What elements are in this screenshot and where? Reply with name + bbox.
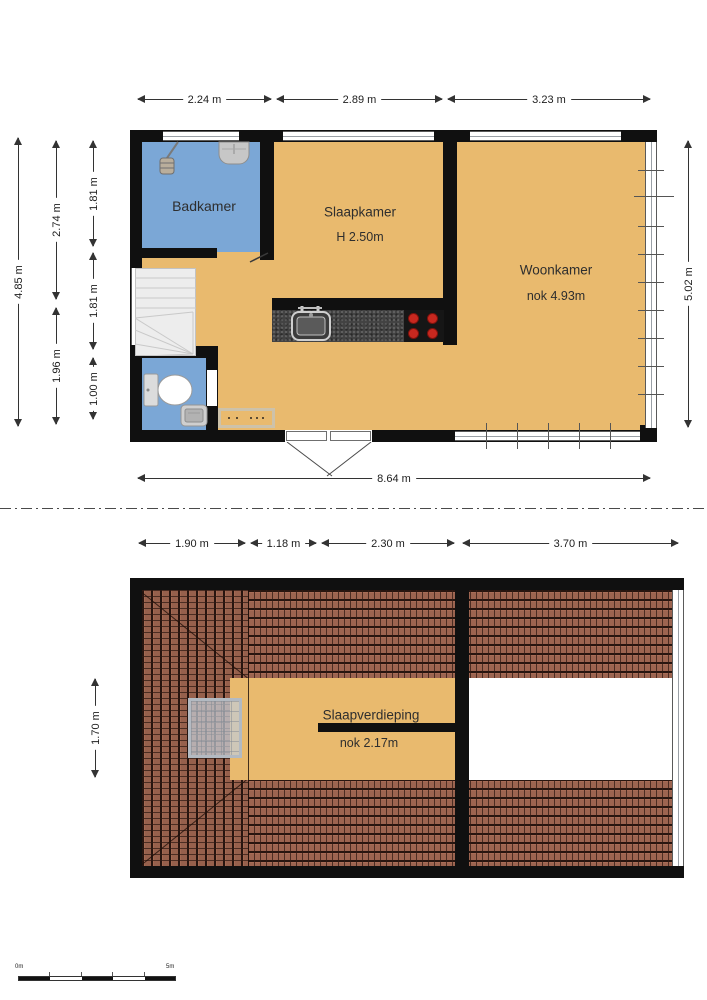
window-top-woonkamer xyxy=(470,131,621,141)
dim-label: 3.70 m xyxy=(549,538,593,550)
slaapverdieping-ridge-label: nok 2.17m xyxy=(339,736,399,750)
scale-bar-track xyxy=(18,976,176,981)
mullion-tick xyxy=(579,423,580,449)
arrow-down-icon xyxy=(89,239,97,247)
scale-tick xyxy=(81,972,82,976)
door-swing-terrace xyxy=(283,442,375,480)
arrow-down-icon xyxy=(52,292,60,300)
arrow-right-icon xyxy=(643,474,651,482)
staircase xyxy=(135,268,196,356)
mullion-tick xyxy=(638,310,664,311)
door-leaf-left xyxy=(286,431,327,441)
shower-icon xyxy=(156,138,184,180)
mullion-tick xyxy=(638,366,664,367)
dim-floor1-left-inner-2 xyxy=(86,252,100,350)
arrow-up-icon xyxy=(89,357,97,365)
arrow-up-icon xyxy=(89,252,97,260)
dim-floor1-top-2 xyxy=(276,92,443,106)
woonkamer-ridge-label: nok 4.93m xyxy=(526,289,586,303)
arrow-left-icon xyxy=(137,474,145,482)
window-right-woonkamer xyxy=(645,142,657,428)
dim-label: 1.90 m xyxy=(170,538,214,550)
mullion-tick xyxy=(548,423,549,449)
arrow-right-icon xyxy=(238,539,246,547)
dim-label: 1.81 m xyxy=(88,172,100,216)
mullion-tick xyxy=(638,254,664,255)
burner-icon xyxy=(408,328,419,339)
arrow-right-icon xyxy=(447,539,455,547)
corner-sink-icon xyxy=(180,404,208,427)
mullion-tick xyxy=(638,226,664,227)
dim-floor1-top-3 xyxy=(447,92,651,106)
arrow-up-icon xyxy=(91,678,99,686)
scale-tick xyxy=(112,972,113,976)
arrow-down-icon xyxy=(91,770,99,778)
floor-separator-line xyxy=(0,507,707,509)
arrow-left-icon xyxy=(138,539,146,547)
burner-icon xyxy=(427,313,438,324)
cabinet-knob xyxy=(236,417,238,419)
dim-floor1-right xyxy=(681,140,695,428)
mullion-tick xyxy=(638,282,664,283)
arrow-up-icon xyxy=(89,140,97,148)
arrow-up-icon xyxy=(14,137,22,145)
wall-slaapkamer-woonkamer xyxy=(443,142,457,345)
scale-segment xyxy=(145,977,175,980)
scale-segment xyxy=(82,977,113,980)
arrow-down-icon xyxy=(89,342,97,350)
slaapkamer-height-label: H 2.50m xyxy=(336,230,384,244)
door-swing-slaapkamer xyxy=(248,250,270,264)
dim-floor2-top-4 xyxy=(462,536,679,550)
dim-floor2-left xyxy=(88,678,102,778)
dim-label: 1.18 m xyxy=(262,538,306,550)
cabinet-knob xyxy=(262,417,264,419)
mullion-tick xyxy=(610,423,611,449)
skylight-window xyxy=(188,698,242,758)
arrow-up-icon xyxy=(52,140,60,148)
roof-section-line xyxy=(248,590,249,866)
dim-floor2-top-1 xyxy=(138,536,246,550)
badkamer-label: Badkamer xyxy=(172,198,236,214)
dim-floor1-bottom xyxy=(137,471,651,485)
woonkamer-label: Woonkamer xyxy=(519,262,593,278)
sink-icon xyxy=(217,140,251,166)
kitchen-sink-icon xyxy=(288,304,334,342)
door-opening-toilet xyxy=(207,370,217,406)
scale-start-label: 0m xyxy=(15,964,24,970)
stove xyxy=(404,310,444,342)
scale-tick xyxy=(144,972,145,976)
dim-floor1-left-mid-1 xyxy=(49,140,63,300)
dim-label: 2.30 m xyxy=(366,538,410,550)
wall2-vertical xyxy=(455,578,469,878)
window2-right xyxy=(672,590,684,866)
arrow-right-icon xyxy=(264,95,272,103)
cabinet-knob xyxy=(250,417,252,419)
mullion-tick xyxy=(517,423,518,449)
mullion-tick xyxy=(486,423,487,449)
burner-icon xyxy=(427,328,438,339)
scale-segment xyxy=(19,977,50,980)
scale-end-label: 5m xyxy=(166,964,175,970)
dim-label: 4.85 m xyxy=(13,260,25,304)
dim-floor1-left-mid-2 xyxy=(49,307,63,425)
dim-label: 5.02 m xyxy=(683,262,695,306)
wall-badkamer-right xyxy=(260,142,274,260)
scale-tick xyxy=(49,972,50,976)
arrow-right-icon xyxy=(671,539,679,547)
arrow-up-icon xyxy=(684,140,692,148)
arrow-down-icon xyxy=(14,419,22,427)
arrow-up-icon xyxy=(52,307,60,315)
mullion-tick xyxy=(638,394,664,395)
dim-label: 8.64 m xyxy=(372,473,416,485)
window-top-slaapkamer xyxy=(283,131,434,141)
arrow-left-icon xyxy=(321,539,329,547)
wall2-left xyxy=(130,590,142,866)
dim-floor1-top-1 xyxy=(137,92,272,106)
arrow-right-icon xyxy=(309,539,317,547)
arrow-right-icon xyxy=(435,95,443,103)
dim-label: 1.70 m xyxy=(90,706,102,750)
dim-floor1-left-total xyxy=(11,137,25,427)
cabinet-knob xyxy=(256,417,258,419)
cabinet xyxy=(218,408,275,428)
arrow-down-icon xyxy=(52,417,60,425)
arrow-down-icon xyxy=(89,412,97,420)
arrow-left-icon xyxy=(447,95,455,103)
wall2-bottom xyxy=(130,866,684,878)
mullion-tick xyxy=(638,170,664,171)
open-void-area xyxy=(469,678,672,780)
wall-badkamer-bottom xyxy=(142,248,217,258)
wall2-horizontal xyxy=(318,723,455,732)
dim-floor1-left-inner-1 xyxy=(86,140,100,247)
arrow-left-icon xyxy=(276,95,284,103)
arrow-right-icon xyxy=(643,95,651,103)
dim-label: 1.96 m xyxy=(51,344,63,388)
dim-label: 2.89 m xyxy=(338,94,382,106)
slaapkamer-label: Slaapkamer xyxy=(323,204,397,220)
slaapverdieping-label: Slaapverdieping xyxy=(322,707,420,723)
arrow-left-icon xyxy=(462,539,470,547)
dim-label: 3.23 m xyxy=(527,94,571,106)
door-leaf-right xyxy=(330,431,371,441)
mullion-tick xyxy=(634,196,674,197)
dim-floor1-left-inner-3 xyxy=(86,357,100,420)
burner-icon xyxy=(408,313,419,324)
arrow-down-icon xyxy=(684,420,692,428)
mullion-tick xyxy=(638,338,664,339)
arrow-left-icon xyxy=(250,539,258,547)
dim-floor2-top-3 xyxy=(321,536,455,550)
arrow-left-icon xyxy=(137,95,145,103)
dim-floor2-top-2 xyxy=(250,536,317,550)
dim-label: 2.24 m xyxy=(183,94,227,106)
wall2-top xyxy=(130,578,684,590)
cabinet-knob xyxy=(228,417,230,419)
dim-label: 2.74 m xyxy=(51,198,63,242)
dim-label: 1.00 m xyxy=(88,367,100,411)
dim-label: 1.81 m xyxy=(88,279,100,323)
